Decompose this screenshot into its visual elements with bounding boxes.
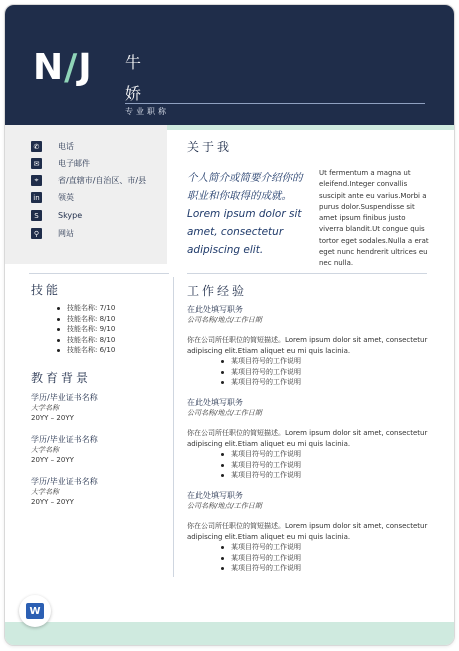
skill-item: 技能名称: 7/10 [57, 303, 115, 314]
job-entry-company: 公司名称/地点/工作日期 [187, 409, 262, 417]
education-degree: 学历/毕业证书名称 [31, 393, 98, 402]
job-entry-description: 你在公司所任职位的简短描述。Lorem ipsum dolor sit amet, consectetur adipiscing elit.Etiam aliquet eu mi quis lacinia. [187, 336, 428, 355]
education-years: 20YY – 20YY [31, 414, 74, 422]
experience-entry [187, 491, 432, 574]
monogram [33, 47, 93, 88]
job-title: 专业职称 [125, 107, 169, 116]
link-icon: ⚲ [31, 228, 42, 239]
contact-location-label: 省/直辖市/自治区、市/县 [58, 176, 147, 185]
skill-item: 技能名称: 6/10 [57, 345, 115, 356]
contact-panel [5, 125, 167, 264]
skill-item: 技能名称: 8/10 [57, 314, 115, 325]
job-entry-title: 在此处填写职务 [187, 491, 243, 500]
about-intro: 个人简介或简要介绍你的职业和你取得的成就。Lorem ipsum dolor sit amet, consectetur adipiscing elit. [187, 172, 303, 256]
contact-linkedin [31, 192, 74, 203]
linkedin-icon: in [31, 192, 42, 203]
contact-phone-label: 电话 [58, 142, 74, 151]
education-degree: 学历/毕业证书名称 [31, 477, 98, 486]
skype-icon: S [31, 210, 42, 221]
experience-entry [187, 305, 432, 388]
job-bullet: 某项目符号的工作说明 [221, 460, 432, 471]
word-app-icon: W [26, 603, 44, 619]
contact-website-label: 网站 [58, 229, 74, 238]
word-app-badge[interactable] [19, 595, 51, 627]
job-bullet: 某项目符号的工作说明 [221, 542, 432, 553]
accent-band-top [167, 125, 454, 130]
education-degree: 学历/毕业证书名称 [31, 435, 98, 444]
contact-email [31, 158, 90, 169]
job-bullet-list [187, 542, 432, 574]
job-bullet: 某项目符号的工作说明 [221, 356, 432, 367]
education-heading: 教育背景 [31, 371, 92, 385]
job-bullet-list [187, 449, 432, 481]
about-body: Ut fermentum a magna ut eleifend.Integer convallis suscipit ante eu varius.Morbi a purus dolor.Suspendisse sit amet ipsum finibus justo viverra blandit.Ut congue quis tortor eget sodales.Nulla a erat eget nunc hendrerit ultrices eu nec nulla. [319, 169, 429, 268]
education-school: 大学名称 [31, 404, 59, 412]
job-entry-title: 在此处填写职务 [187, 305, 243, 314]
education-entry [31, 477, 98, 507]
job-entry-company: 公司名称/地点/工作日期 [187, 502, 262, 510]
job-entry-company: 公司名称/地点/工作日期 [187, 316, 262, 324]
job-entry-description: 你在公司所任职位的简短描述。Lorem ipsum dolor sit amet, consectetur adipiscing elit.Etiam aliquet eu mi quis lacinia. [187, 429, 428, 448]
resume-page [4, 4, 455, 646]
experience-heading: 工作经验 [187, 284, 248, 298]
job-bullet: 某项目符号的工作说明 [221, 553, 432, 564]
name-second-char: 娇 [125, 84, 142, 103]
title-divider [125, 103, 425, 104]
about-heading: 关于我 [187, 140, 233, 154]
job-bullet: 某项目符号的工作说明 [221, 563, 432, 574]
job-bullet: 某项目符号的工作说明 [221, 470, 432, 481]
contact-website [31, 228, 74, 239]
job-entry-description: 你在公司所任职位的简短描述。Lorem ipsum dolor sit amet, consectetur adipiscing elit.Etiam aliquet eu mi quis lacinia. [187, 522, 428, 541]
accent-band-bottom [5, 622, 454, 645]
education-school: 大学名称 [31, 488, 59, 496]
contact-skype [31, 210, 82, 221]
contact-email-label: 电子邮件 [58, 159, 90, 168]
contact-skype-label: Skype [58, 211, 83, 220]
education-years: 20YY – 20YY [31, 498, 74, 506]
column-divider [173, 277, 174, 577]
job-bullet: 某项目符号的工作说明 [221, 449, 432, 460]
left-divider [29, 273, 169, 274]
education-years: 20YY – 20YY [31, 456, 74, 464]
job-bullet: 某项目符号的工作说明 [221, 367, 432, 378]
email-icon: ✉ [31, 158, 42, 169]
monogram-left: N [33, 47, 65, 88]
phone-icon: ✆ [31, 141, 42, 152]
job-bullet-list [187, 356, 432, 388]
contact-location [31, 175, 146, 186]
education-entry [31, 393, 98, 423]
location-icon: ⌖ [31, 175, 42, 186]
name-first-char: 牛 [125, 53, 142, 72]
monogram-slash: / [64, 47, 79, 88]
experience-entry [187, 398, 432, 481]
monogram-right: J [78, 47, 93, 88]
contact-phone [31, 141, 74, 152]
job-entry-title: 在此处填写职务 [187, 398, 243, 407]
skill-item: 技能名称: 9/10 [57, 324, 115, 335]
skills-heading: 技能 [31, 283, 62, 297]
job-bullet: 某项目符号的工作说明 [221, 377, 432, 388]
education-school: 大学名称 [31, 446, 59, 454]
skills-list [57, 303, 115, 356]
about-divider [187, 273, 427, 274]
resume-header [5, 5, 454, 125]
contact-linkedin-label: 领英 [58, 193, 74, 202]
education-entry [31, 435, 98, 465]
skill-item: 技能名称: 8/10 [57, 335, 115, 346]
